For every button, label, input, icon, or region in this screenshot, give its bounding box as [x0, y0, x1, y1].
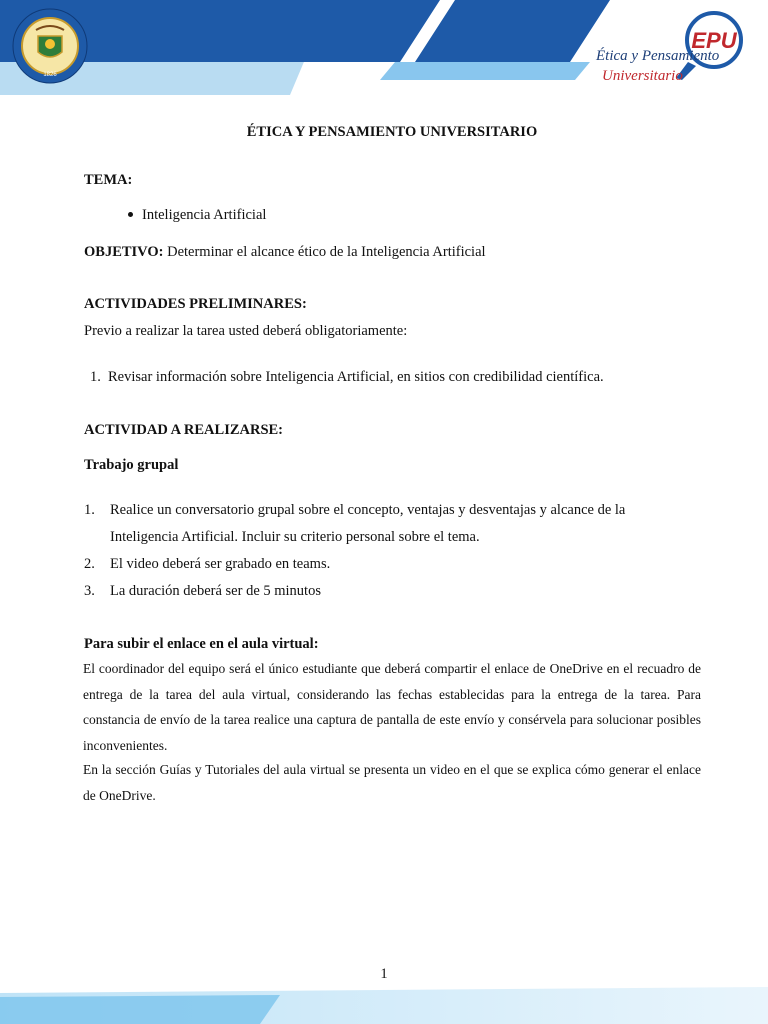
objetivo-line [84, 244, 486, 261]
subir-paragraph-2: En la sección Guías y Tutoriales del aula virtual se presenta un video en el que se explica cómo generar el enlace de OneDrive. [83, 762, 701, 803]
list-item-text: La duración deberá ser de 5 minutos [110, 583, 321, 599]
epu-logo-line1: Ética y Pensamiento [596, 48, 720, 64]
epu-badge-text: EPU [691, 28, 737, 53]
subir-enlace-heading: Para subir el enlace en el aula virtual: [84, 636, 319, 652]
list-item-text: Revisar información sobre Inteligencia Artificial, en sitios con credibilidad científica. [108, 369, 604, 385]
seal-year: 1826 [43, 72, 57, 78]
list-item-text-line2: Inteligencia Artificial. Incluir su criterio personal sobre el tema. [110, 529, 480, 545]
tema-label: TEMA: [84, 172, 133, 188]
tema-list-item [128, 207, 266, 224]
list-number: 2. [84, 556, 95, 572]
bullet-icon [128, 212, 133, 217]
tema-item-text: Inteligencia Artificial [142, 207, 267, 223]
epu-logo [592, 8, 754, 92]
list-item-text: El video deberá ser grabado en teams. [110, 556, 331, 572]
list-number: 3. [84, 583, 95, 599]
list-item-text-line1: Realice un conversatorio grupal sobre el concepto, ventajas y desventajas y alcance de la [110, 502, 626, 518]
page-number: 1 [380, 966, 388, 982]
footer-banner [0, 985, 768, 1024]
preliminares-intro: Previo a realizar la tarea usted deberá obligatoriamente: [84, 323, 408, 339]
list-number: 1. [90, 369, 101, 385]
document-title: ÉTICA Y PENSAMIENTO UNIVERSITARIO [246, 124, 538, 140]
subir-paragraph-1: El coordinador del equipo será el único estudiante que deberá compartir el enlace de OneDrive en el recuadro de entrega de la tarea del aula virtual, considerando las fechas establecidas para la entrega de la tarea. Para constancia de envío de la tarea realice una captura de pantalla de este envío y consérvela para solucionar posibles inconvenientes. [83, 661, 701, 753]
trabajo-grupal-heading: Trabajo grupal [84, 457, 179, 473]
actividad-heading: ACTIVIDAD A REALIZARSE: [84, 422, 284, 438]
objetivo-label: OBJETIVO: [84, 244, 164, 260]
objetivo-text: Determinar el alcance ético de la Inteligencia Artificial [163, 244, 486, 260]
preliminares-heading: ACTIVIDADES PRELIMINARES: [84, 296, 307, 312]
university-seal-logo [12, 8, 88, 84]
list-number: 1. [84, 502, 95, 518]
epu-logo-line2: Universitario [602, 68, 683, 84]
